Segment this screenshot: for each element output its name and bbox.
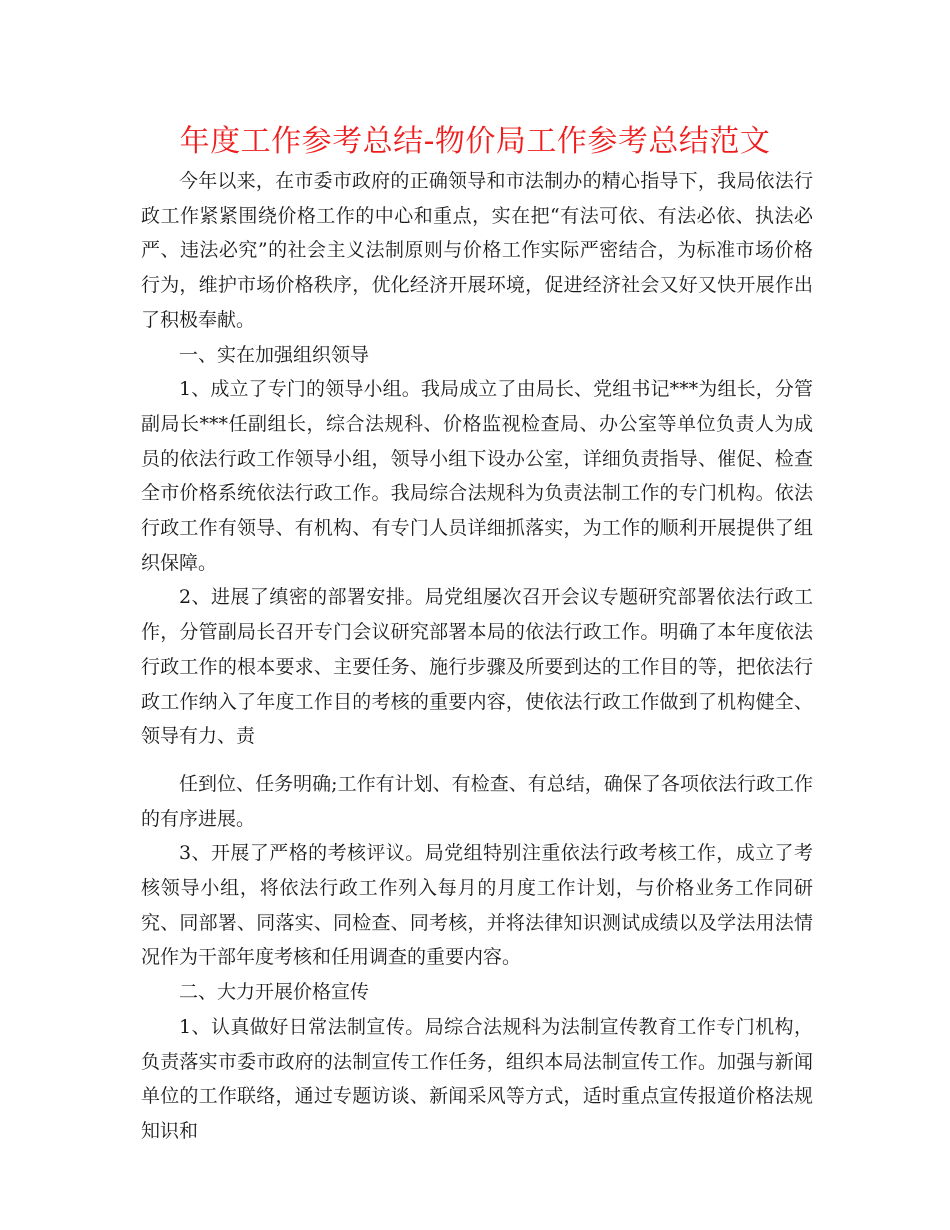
- paragraph-2-1: 1、认真做好日常法制宣传。局综合法规科为法制宣传教育工作专门机构，负责落实市委市政府的法制宣传工作任务，组织本局法制宣传工作。加强与新闻单位的工作联络，通过专题访谈、新闻采风等方式，适时重点宣传报道价格法规知识和: [141, 1015, 813, 1142]
- paragraph-1-1: 1、成立了专门的领导小组。我局成立了由局长、党组书记***为组长，分管副局长***任副组长，综合法规科、价格监视检查局、办公室等单位负责人为成员的依法行政工作领导小组，领导小组下设办公室，详细负责指导、催促、检查全市价格系统依法行政工作。我局综合法规科为负责法制工作的专门机构。依法行政工作有领导、有机构、有专门人员详细抓落实，为工作的顺利开展提供了组织保障。: [141, 378, 813, 574]
- document-body: [141, 164, 813, 1149]
- paragraph-intro: 今年以来，在市委市政府的正确领导和市法制办的精心指导下，我局依法行政工作紧紧围绕价格工作的中心和重点，实在把“有法可依、有法必依、执法必严、违法必究”的社会主义法制原则与价格工作实际严密结合，为标准市场价格行为，维护市场价格秩序，优化经济开展环境，促进经济社会又好又快开展作出了积极奉献。: [141, 170, 813, 331]
- section-heading-2: 二、大力开展价格宣传: [179, 981, 370, 1004]
- paragraph-1-3: 3、开展了严格的考核评议。局党组特别注重依法行政考核工作，成立了考核领导小组，将依法行政工作列入每月的月度工作计划，与价格业务工作同研究、同部署、同落实、同检查、同考核，并将法律知识测试成绩以及学法用法情况作为干部年度考核和任用调查的重要内容。: [141, 842, 813, 969]
- paragraph-1-2-cont: 任到位、任务明确;工作有计划、有检查、有总结，确保了各项依法行政工作的有序进展。: [141, 772, 813, 830]
- section-heading-1: 一、实在加强组织领导: [179, 343, 370, 366]
- document-title: 年度工作参考总结-物价局工作参考总结范文: [179, 124, 771, 159]
- paragraph-1-2: 2、进展了缜密的部署安排。局党组屡次召开会议专题研究部署依法行政工作，分管副局长召开专门会议研究部署本局的依法行政工作。明确了本年度依法行政工作的根本要求、主要任务、施行步骤及所要到达的工作目的等，把依法行政工作纳入了年度工作目的考核的重要内容，使依法行政工作做到了机构健全、领导有力、责: [141, 586, 813, 748]
